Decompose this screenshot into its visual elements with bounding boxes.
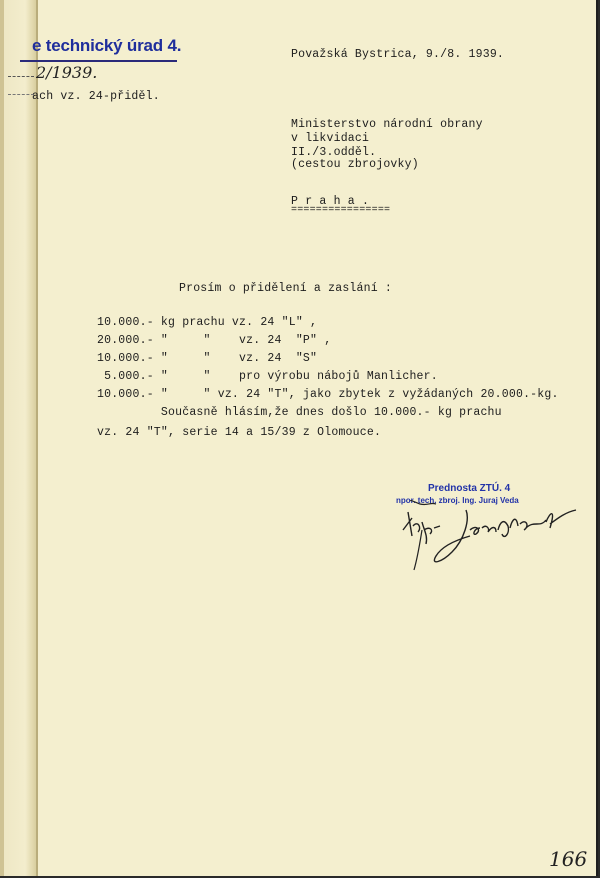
recipient-city: P r a h a . bbox=[291, 195, 370, 208]
order-item: 10.000.- " " vz. 24 "T", jako zbytek z vyžádaných 20.000.-kg. bbox=[97, 388, 559, 401]
report-line: vz. 24 "T", serie 14 a 15/39 z Olomouce. bbox=[97, 426, 382, 439]
request-heading: Prosím o přidělení a zaslání : bbox=[179, 282, 393, 295]
letterhead-underline bbox=[20, 60, 177, 62]
recipient-line: II./3.odděl. bbox=[291, 146, 377, 159]
handwritten-page-number: 166 bbox=[549, 847, 588, 871]
binding-margin bbox=[0, 0, 38, 876]
order-item: 20.000.- " " vz. 24 "P" , bbox=[97, 334, 332, 347]
recipient-line: v likvidaci bbox=[291, 132, 370, 145]
order-item: 10.000.- kg prachu vz. 24 "L" , bbox=[97, 316, 318, 329]
letterhead-office-stamp: e technický úrad 4. bbox=[32, 36, 182, 55]
binding-edge bbox=[0, 0, 4, 876]
margin-dash-line bbox=[8, 76, 34, 77]
handwritten-signature bbox=[400, 500, 585, 580]
recipient-city-underline: ================ bbox=[291, 205, 391, 216]
order-item: 5.000.- " " pro výrobu nábojů Manlicher. bbox=[97, 370, 438, 383]
letterhead-subject: ach vz. 24-přiděl. bbox=[32, 90, 160, 103]
margin-dash-line bbox=[8, 94, 34, 95]
place-date: Považská Bystrica, 9./8. 1939. bbox=[291, 48, 505, 61]
recipient-line: (cestou zbrojovky) bbox=[291, 158, 419, 171]
handwritten-reference-number: 2/1939. bbox=[36, 63, 98, 82]
order-item: 10.000.- " " vz. 24 "S" bbox=[97, 352, 318, 365]
signature-stamp-name: npor. tech. zbroj. Ing. Juraj Veda bbox=[396, 496, 519, 505]
recipient-line: Ministerstvo národní obrany bbox=[291, 118, 483, 131]
signature-stamp-title: Prednosta ZTÚ. 4 bbox=[428, 483, 511, 494]
report-line: Současně hlásím,že dnes došlo 10.000.- kg prachu bbox=[97, 406, 502, 419]
